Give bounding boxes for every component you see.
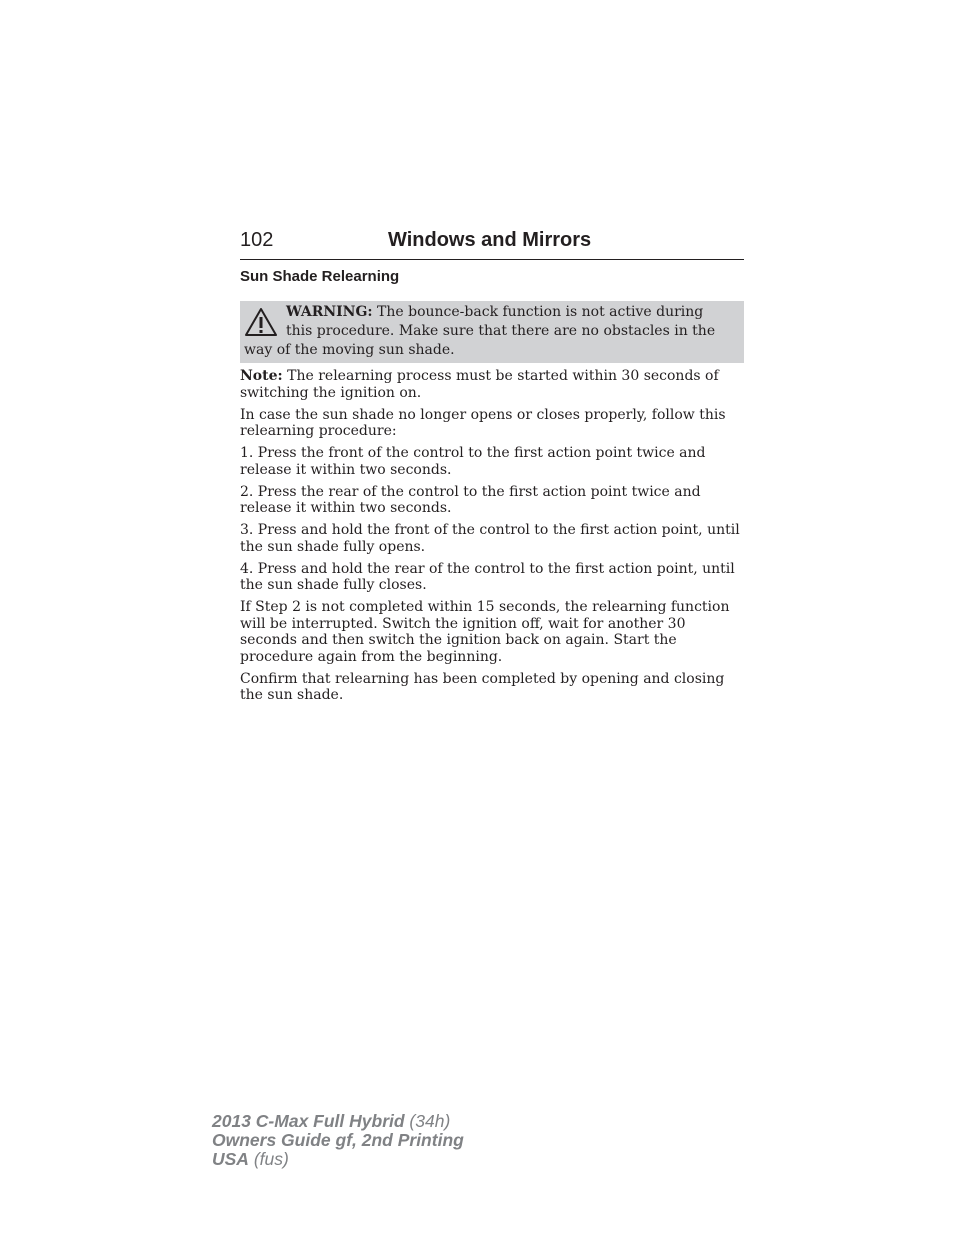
footer-market: USA [212, 1149, 249, 1169]
step-3: 3. Press and hold the front of the control to the first action point, until the sun shade fully opens. [240, 522, 740, 555]
page-header [240, 229, 744, 260]
interrupt-paragraph: If Step 2 is not completed within 15 seconds, the relearning function will be interrupted. Switch the ignition off, wait for another 30 seconds and then switch the ignition back on again. Start the procedure again from the beginning. [240, 599, 730, 665]
note-label: Note: [240, 368, 283, 384]
footer-model: 2013 C-Max Full Hybrid [212, 1111, 405, 1131]
warning-box [240, 301, 744, 363]
footer-guide: Owners Guide gf, 2nd Printing [212, 1130, 464, 1150]
step-1: 1. Press the front of the control to the first action point twice and release it within two seconds. [240, 445, 706, 478]
footer-line-2 [212, 1131, 464, 1150]
note-text: The relearning process must be started within 30 seconds of switching the ignition on. [240, 368, 719, 401]
footer-market-code: (fus) [248, 1149, 289, 1169]
page-number: 102 [240, 229, 274, 251]
body-text [240, 368, 744, 709]
note-paragraph [240, 368, 744, 401]
warning-triangle-icon [244, 307, 282, 341]
footer-model-code: (34h) [404, 1111, 451, 1131]
confirm-paragraph: Confirm that relearning has been completed by opening and closing the sun shade. [240, 670, 725, 703]
warning-text: The bounce-back function is not active during this procedure. Make sure that there are no obstacles in the way of the moving sun shade. [244, 304, 716, 358]
footer-line-1 [212, 1112, 464, 1131]
step-4: 4. Press and hold the rear of the control to the first action point, until the sun shade fully closes. [240, 560, 735, 593]
section-title: Sun Shade Relearning [240, 268, 400, 285]
step-2: 2. Press the rear of the control to the first action point twice and release it within two seconds. [240, 483, 701, 516]
page-footer [212, 1112, 464, 1169]
intro-paragraph: In case the sun shade no longer opens or closes properly, follow this relearning procedure: [240, 406, 726, 439]
chapter-title: Windows and Mirrors [388, 229, 592, 251]
warning-label: WARNING: [286, 304, 373, 320]
footer-line-3 [212, 1150, 464, 1169]
